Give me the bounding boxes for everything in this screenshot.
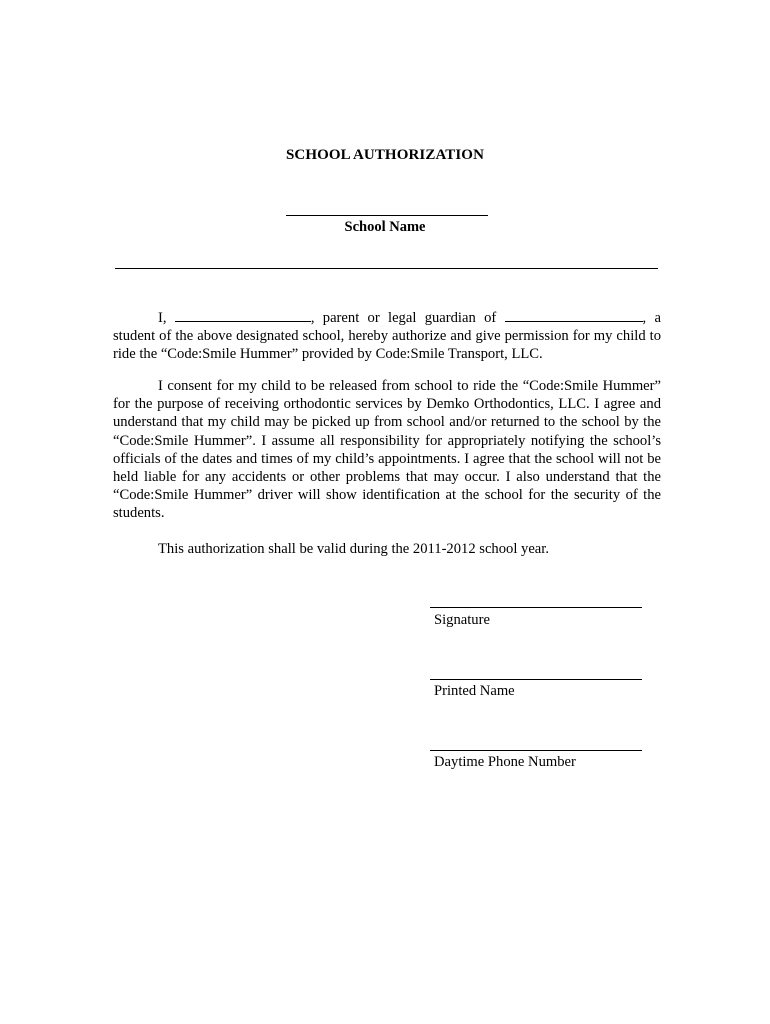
consent-paragraph-1 [113,308,661,364]
daytime-phone-label: Daytime Phone Number [434,754,576,770]
printed-name-line[interactable] [430,679,642,680]
validity-paragraph: This authorization shall be valid during the 2011-2012 school year. [158,541,549,557]
guardian-name-blank[interactable] [175,308,311,322]
school-name-label: School Name [344,219,426,235]
signature-label: Signature [434,612,490,628]
daytime-phone-line[interactable] [430,750,642,751]
paragraph1-suffix: , a student of the above designated school, hereby authorize and give permission for my child to ride the “Code:Smile Hummer” provided by Code:Smile Transport, LLC. [113,310,661,363]
student-name-blank[interactable] [505,308,643,322]
printed-name-label: Printed Name [434,683,515,699]
school-address-field-line[interactable] [115,268,658,269]
document-title: SCHOOL AUTHORIZATION [285,147,485,163]
paragraph1-middle: , parent or legal guardian of [310,310,497,326]
paragraph1-prefix: I, [158,310,167,326]
consent-paragraph-2: I consent for my child to be released from school to ride the “Code:Smile Hummer” for the purpose of receiving orthodontic services by Demko Orthodontics, LLC. I agree and understand that my child may be picked up from school and/or returned to the school by the “Code:Smile Hummer”. I assume all responsibility for appropriately notifying the school’s officials of the dates and times of my child’s appointments. I agree that the school will not be held liable for any accidents or other problems that may occur. I also understand that the “Code:Smile Hummer” driver will show identification at the school for the security of the students. [113,378,661,522]
signature-line[interactable] [430,607,642,608]
school-name-field-line[interactable] [286,215,488,216]
